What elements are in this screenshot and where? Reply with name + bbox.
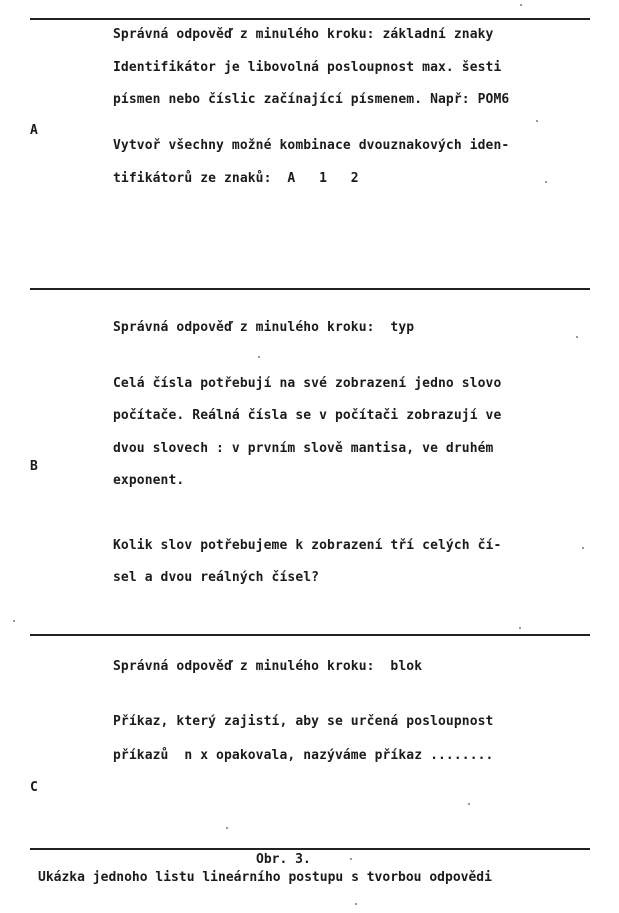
scan-speck — [519, 627, 521, 629]
scan-speck — [536, 120, 538, 122]
scan-speck — [582, 547, 584, 549]
section-c-line-3: příkazů n x opakovala, nazýváme příkaz ........ — [113, 748, 494, 763]
section-b-line-6: Kolik slov potřebujeme k zobrazení tří celých čí- — [113, 538, 502, 553]
scan-speck — [13, 620, 15, 622]
section-b-line-2: Celá čísla potřebují na své zobrazení jedno slovo — [113, 376, 502, 391]
section-c-letter: C — [30, 780, 38, 795]
section-a-line-2: Identifikátor je libovolná posloupnost max. šesti — [113, 60, 502, 75]
section-a-line-1: Správná odpověď z minulého kroku: základní znaky — [113, 27, 494, 42]
figure-number: Obr. 3. — [256, 852, 311, 867]
section-a-letter: A — [30, 123, 38, 138]
bottom-rule — [30, 848, 590, 850]
section-b-line-3: počítače. Reálná čísla se v počítači zobrazují ve — [113, 408, 502, 423]
scan-speck — [226, 827, 228, 829]
scan-speck — [350, 858, 352, 860]
section-b-letter: B — [30, 459, 38, 474]
divider-rule-ab — [30, 288, 590, 290]
section-b-line-1: Správná odpověď z minulého kroku: typ — [113, 320, 415, 335]
scan-speck — [545, 181, 547, 183]
section-b-line-4: dvou slovech : v prvním slově mantisa, ve druhém — [113, 441, 494, 456]
section-c-line-2: Příkaz, který zajistí, aby se určená posloupnost — [113, 714, 494, 729]
figure-caption: Ukázka jednoho listu lineárního postupu s tvorbou odpovědi — [38, 870, 492, 885]
section-a-line-4: Vytvoř všechny možné kombinace dvouznakových iden- — [113, 138, 510, 153]
scan-speck — [355, 903, 357, 905]
scan-speck — [520, 4, 522, 6]
section-b-line-5: exponent. — [113, 473, 185, 488]
divider-rule-bc — [30, 634, 590, 636]
scan-speck — [258, 356, 260, 358]
section-b-line-7: sel a dvou reálných čísel? — [113, 570, 320, 585]
section-a-line-3: písmen nebo číslic začínající písmenem. Např: POM6 — [113, 92, 510, 107]
scan-speck — [576, 336, 578, 338]
scan-speck — [468, 803, 470, 805]
top-rule — [30, 18, 590, 20]
section-c-line-1: Správná odpověď z minulého kroku: blok — [113, 659, 423, 674]
section-a-line-5: tifikátorů ze znaků: A 1 2 — [113, 171, 359, 186]
